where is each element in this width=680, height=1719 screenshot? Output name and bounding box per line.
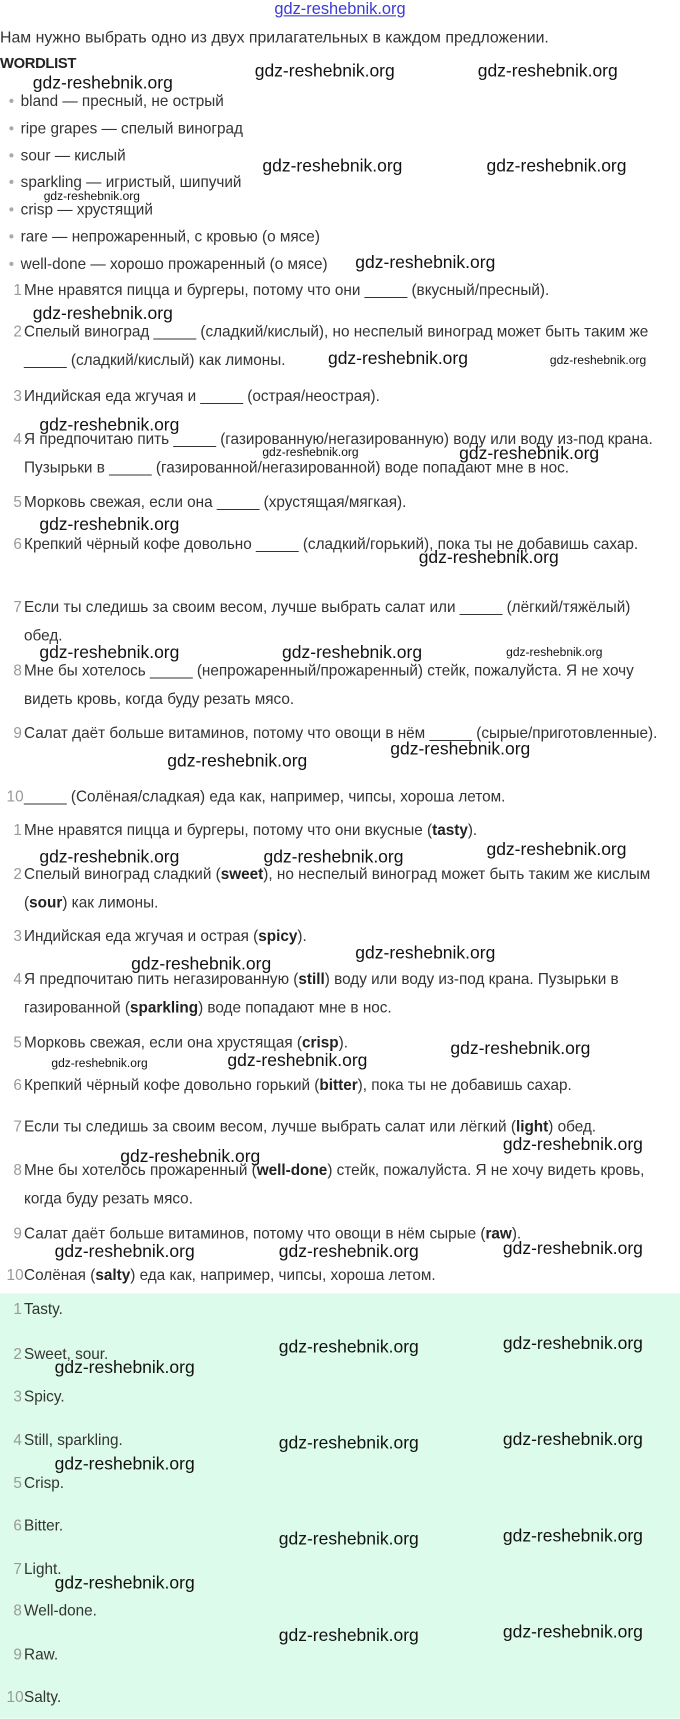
watermark-text: gdz-reshebnik.org xyxy=(355,944,496,964)
text-part: ) воду или воду из-под крана. Пузырьки в газированной ( xyxy=(24,969,619,1016)
answer-text: Sweet, sour. xyxy=(24,1344,109,1363)
intro-text: Нам нужно выбрать одно из двух прилагательных в каждом предложении. xyxy=(0,29,549,48)
watermark-text: gdz-reshebnik.org xyxy=(282,643,423,663)
watermark-text: gdz-reshebnik.org xyxy=(263,848,404,867)
wordlist-item-text: crisp — хрустящий xyxy=(20,200,153,218)
wordlist-item-text: bland — пресный, не острый xyxy=(20,91,224,110)
question-number: 7 xyxy=(13,597,22,616)
watermark-text: gdz-reshebnik.org xyxy=(131,955,272,975)
watermark-text: gdz-reshebnik.org xyxy=(502,1334,643,1354)
watermark-text: gdz-reshebnik.org xyxy=(278,1338,419,1357)
answer-number: 5 xyxy=(13,1473,22,1492)
answer-word: spicy xyxy=(258,927,298,945)
watermark-text: gdz-reshebnik.org xyxy=(120,1147,261,1167)
watermark-text: gdz-reshebnik.org xyxy=(39,848,180,867)
answer-word: sour xyxy=(29,893,63,911)
question-number: 2 xyxy=(13,322,22,340)
answer-word: bitter xyxy=(319,1075,358,1094)
translation-number: 3 xyxy=(13,927,22,945)
question-text: Спелый виноград _____ (сладкий/кислый), но неспелый виноград может быть таким же _____ (сладкий/кислый) как лимоны. xyxy=(24,322,649,369)
watermark-text: gdz-reshebnik.org xyxy=(54,1455,195,1474)
answer-number: 7 xyxy=(13,1559,22,1578)
answer-text: Still, sparkling. xyxy=(24,1430,123,1449)
translation-number: 10 xyxy=(6,1265,24,1284)
text-part: ), пока ты не добавишь сахар. xyxy=(357,1075,572,1094)
text-part: ). xyxy=(338,1033,348,1051)
watermark-text: gdz-reshebnik.org xyxy=(278,1434,419,1453)
text-part: Крепкий чёрный кофе довольно горький ( xyxy=(24,1075,320,1094)
answer-number: 10 xyxy=(6,1687,24,1706)
watermark-text: gdz-reshebnik.org xyxy=(32,305,173,324)
text-part: ) обед. xyxy=(548,1117,597,1135)
answer-word: still xyxy=(298,969,325,988)
question-text: Я предпочитаю пить _____ (газированную/негазированную) воду или воду из-под крана. Пузырьки в _____ (газированной/негазированной) воде попадают мне в нос. xyxy=(24,429,653,476)
question-row xyxy=(0,782,667,810)
bullet-icon: • xyxy=(8,146,15,164)
question-number: 9 xyxy=(13,723,22,742)
answer-text: Salty. xyxy=(24,1687,62,1706)
question-text: Мне бы хотелось _____ (непрожаренный/прожаренный) стейк, пожалуйста. Я не хочу видеть кровь, когда буду резать мясо. xyxy=(24,661,634,708)
text-part: ). xyxy=(297,927,307,945)
wordlist-heading: WORDLIST xyxy=(0,54,77,72)
question-text: Если ты следишь за своим весом, лучше выбрать салат или _____ (лёгкий/тяжёлый) обед. xyxy=(24,597,631,644)
text-part: Солёная ( xyxy=(24,1265,96,1284)
wordlist-item xyxy=(9,173,242,190)
answer-text: Well-done. xyxy=(24,1601,97,1620)
bullet-icon: • xyxy=(8,227,15,245)
watermark-text: gdz-reshebnik.org xyxy=(549,354,647,368)
translation-number: 4 xyxy=(13,969,22,988)
text-part: ), но неспелый виноград может быть таким же кислым ( xyxy=(24,864,651,911)
watermark-text: gdz-reshebnik.org xyxy=(486,840,627,860)
answer-text: Light. xyxy=(24,1559,62,1578)
question-row xyxy=(0,718,667,746)
question-row xyxy=(0,593,667,650)
watermark-text: gdz-reshebnik.org xyxy=(502,1135,643,1155)
text-part: Индийская еда жгучая и острая ( xyxy=(24,927,259,945)
watermark-text: gdz-reshebnik.org xyxy=(54,1574,195,1593)
translation-text xyxy=(24,964,667,1021)
watermark-text: gdz-reshebnik.org xyxy=(278,1242,419,1262)
watermark-text: gdz-reshebnik.org xyxy=(39,643,180,663)
wordlist-item-text: well-done — хорошо прожаренный (о мясе) xyxy=(20,254,328,273)
text-part: Мне нравятся пицца и бургеры, потому что они вкусные ( xyxy=(24,820,433,839)
watermark-text: gdz-reshebnik.org xyxy=(502,1623,643,1642)
translation-number: 7 xyxy=(13,1117,22,1135)
watermark-text: gdz-reshebnik.org xyxy=(450,1039,591,1059)
translation-row xyxy=(0,1070,667,1098)
translation-number: 1 xyxy=(13,820,22,839)
watermark-text: gdz-reshebnik.org xyxy=(227,1051,368,1071)
translation-number: 2 xyxy=(13,864,22,883)
question-text: Салат даёт больше витаминов, потому что овощи в нём _____ (сырые/приготовленные). xyxy=(24,723,658,742)
answer-number: 8 xyxy=(13,1601,22,1620)
bullet-icon: • xyxy=(8,119,15,137)
answer-text: Spicy. xyxy=(24,1387,65,1405)
text-part: ). xyxy=(467,820,478,839)
watermark-text: gdz-reshebnik.org xyxy=(32,74,173,93)
answer-word: sparkling xyxy=(130,998,199,1016)
watermark-text: gdz-reshebnik.org xyxy=(355,253,496,273)
question-number: 3 xyxy=(13,386,22,405)
answer-word: light xyxy=(515,1117,549,1135)
question-number: 8 xyxy=(13,661,22,679)
wordlist-item-text: sparkling — игристый, шипучий xyxy=(20,172,242,191)
answer-row xyxy=(0,1682,667,1710)
text-part: Салат даёт больше витаминов, потому что овощи в нём сырые ( xyxy=(24,1224,486,1242)
wordlist-item xyxy=(9,92,224,109)
answer-text: Crisp. xyxy=(24,1473,65,1492)
answer-number: 9 xyxy=(13,1645,22,1663)
answer-word: sweet xyxy=(220,864,264,883)
answer-row xyxy=(0,1596,667,1624)
watermark-text: gdz-reshebnik.org xyxy=(477,62,618,81)
text-part: Я предпочитаю пить негазированную ( xyxy=(24,969,299,988)
question-number: 5 xyxy=(13,493,22,511)
watermark-text: gdz-reshebnik.org xyxy=(418,548,559,568)
question-number: 4 xyxy=(13,429,22,448)
watermark-text: gdz-reshebnik.org xyxy=(54,1242,195,1262)
wordlist-item xyxy=(9,146,126,163)
question-row xyxy=(0,488,667,516)
translation-row xyxy=(0,1156,667,1213)
watermark-text: gdz-reshebnik.org xyxy=(486,157,627,177)
watermark-text: gdz-reshebnik.org xyxy=(262,157,403,177)
watermark-text: gdz-reshebnik.org xyxy=(43,190,140,204)
wordlist-item-text: sour — кислый xyxy=(20,146,126,164)
answer-row xyxy=(0,1294,667,1322)
answer-word: raw xyxy=(485,1224,512,1242)
watermark-text: gdz-reshebnik.org xyxy=(506,646,603,660)
bullet-icon: • xyxy=(8,254,15,273)
watermark-text: gdz-reshebnik.org xyxy=(167,752,308,771)
question-row xyxy=(0,275,667,303)
answer-number: 2 xyxy=(13,1344,22,1363)
question-number: 10 xyxy=(6,787,24,805)
question-row xyxy=(0,382,667,410)
text-part: Спелый виноград сладкий ( xyxy=(24,864,221,883)
text-part: ). xyxy=(511,1224,522,1242)
answer-text: Raw. xyxy=(24,1645,59,1663)
wordlist-item xyxy=(9,255,328,272)
watermark-text: gdz-reshebnik.org xyxy=(254,62,395,81)
question-text: Морковь свежая, если она _____ (хрустящая/мягкая). xyxy=(24,493,407,511)
site-title-link[interactable]: gdz-reshebnik.org xyxy=(274,0,406,19)
answer-text: Tasty. xyxy=(24,1299,63,1318)
answer-word: salty xyxy=(95,1265,131,1284)
translation-row xyxy=(0,922,667,950)
answer-number: 6 xyxy=(13,1516,22,1534)
watermark-text: gdz-reshebnik.org xyxy=(278,1626,419,1646)
watermark-text: gdz-reshebnik.org xyxy=(278,1530,419,1550)
text-part: ) еда как, например, чипсы, хороша летом. xyxy=(130,1265,436,1284)
wordlist-item-text: ripe grapes — спелый виноград xyxy=(20,119,243,137)
watermark-text: gdz-reshebnik.org xyxy=(502,1239,643,1259)
translation-row xyxy=(0,1260,667,1288)
wordlist-item xyxy=(9,227,320,244)
answer-text: Bitter. xyxy=(24,1516,64,1534)
question-number: 1 xyxy=(13,280,22,299)
translation-text xyxy=(24,1260,667,1288)
question-text: Мне нравятся пицца и бургеры, потому что они _____ (вкусный/пресный). xyxy=(24,280,550,299)
watermark-text: gdz-reshebnik.org xyxy=(502,1430,643,1450)
translation-text xyxy=(24,1070,667,1098)
text-part: Мне бы хотелось прожаренный ( xyxy=(24,1160,257,1179)
watermark-text: gdz-reshebnik.org xyxy=(54,1358,195,1378)
translation-text xyxy=(24,922,667,950)
answer-word: well-done xyxy=(256,1160,328,1179)
answer-number: 1 xyxy=(13,1299,22,1318)
text-part: ) как лимоны. xyxy=(62,893,159,911)
translation-number: 5 xyxy=(13,1033,22,1051)
answer-word: tasty xyxy=(432,820,468,839)
watermark-text: gdz-reshebnik.org xyxy=(262,446,359,460)
answer-number: 3 xyxy=(13,1387,22,1405)
question-text: Индийская еда жгучая и _____ (острая/неострая). xyxy=(24,386,380,405)
question-text: _____ (Солёная/сладкая) еда как, например, чипсы, хороша летом. xyxy=(24,787,506,805)
answer-row xyxy=(0,1382,667,1410)
bullet-icon: • xyxy=(8,172,15,191)
text-part: Если ты следишь за своим весом, лучше выбрать салат или лёгкий ( xyxy=(24,1117,516,1135)
text-part: ) стейк, пожалуйста. Я не хочу видеть кровь, когда буду резать мясо. xyxy=(24,1160,645,1207)
watermark-text: gdz-reshebnik.org xyxy=(502,1527,643,1546)
watermark-text: gdz-reshebnik.org xyxy=(51,1057,148,1071)
question-row xyxy=(0,656,667,713)
watermark-text: gdz-reshebnik.org xyxy=(327,349,468,369)
text-part: Морковь свежая, если она хрустящая ( xyxy=(24,1033,303,1051)
question-text: Крепкий чёрный кофе довольно _____ (сладкий/горький), пока ты не добавишь сахар. xyxy=(24,534,639,553)
answer-word: crisp xyxy=(302,1033,339,1051)
translation-row xyxy=(0,964,667,1021)
bullet-icon: • xyxy=(8,91,15,110)
watermark-text: gdz-reshebnik.org xyxy=(459,444,600,464)
watermark-text: gdz-reshebnik.org xyxy=(390,740,531,759)
bullet-icon: • xyxy=(8,200,15,218)
watermark-text: gdz-reshebnik.org xyxy=(39,416,180,436)
translation-number: 6 xyxy=(13,1075,22,1094)
wordlist-item-text: rare — непрожаренный, с кровью (о мясе) xyxy=(20,227,320,245)
question-number: 6 xyxy=(13,534,22,553)
translation-number: 9 xyxy=(13,1224,22,1242)
text-part: ) воде попадают мне в нос. xyxy=(198,998,392,1016)
answer-number: 4 xyxy=(13,1430,22,1449)
watermark-text: gdz-reshebnik.org xyxy=(39,515,180,535)
wordlist-item xyxy=(9,119,243,136)
translation-number: 8 xyxy=(13,1160,22,1179)
